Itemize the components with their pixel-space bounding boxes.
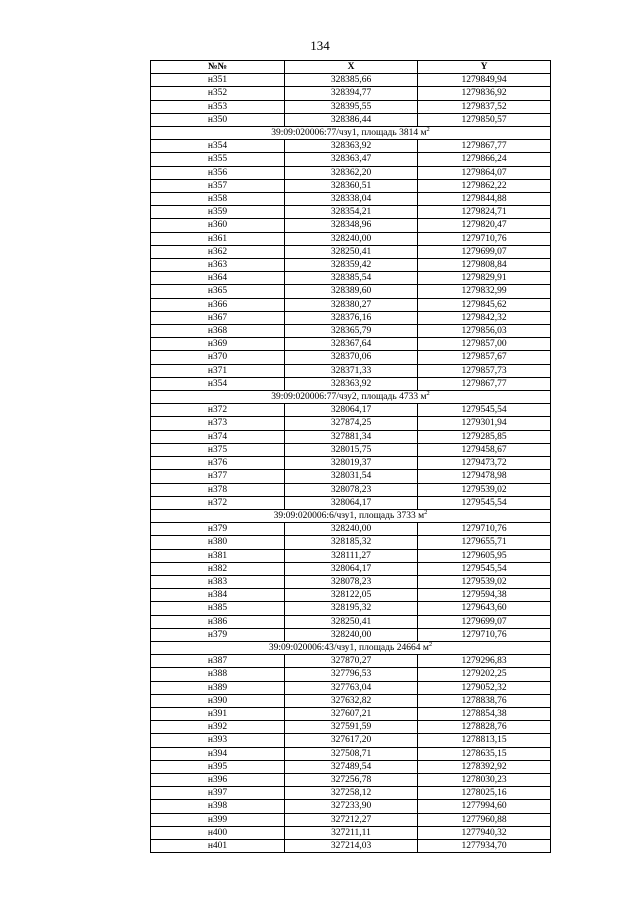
x-coordinate-cell: 328385,66 [285, 74, 418, 87]
table-row [151, 404, 551, 417]
y-coordinate-cell: 1279594,38 [418, 589, 551, 602]
table-row [151, 694, 551, 707]
table-row [151, 443, 551, 456]
table-row [151, 668, 551, 681]
y-coordinate-cell: 1279836,92 [418, 87, 551, 100]
x-coordinate-cell: 328348,96 [285, 219, 418, 232]
point-number-cell: н359 [151, 206, 285, 219]
x-coordinate-cell: 328078,23 [285, 575, 418, 588]
x-coordinate-cell: 327233,90 [285, 800, 418, 813]
x-coordinate-cell: 328250,41 [285, 615, 418, 628]
x-coordinate-cell: 328064,17 [285, 496, 418, 509]
x-coordinate-cell: 328363,92 [285, 140, 418, 153]
x-coordinate-cell: 328195,32 [285, 602, 418, 615]
x-coordinate-cell: 327489,54 [285, 760, 418, 773]
y-coordinate-cell: 1279824,71 [418, 206, 551, 219]
section-label: 39:09:020006:77/чзу1, площадь 3814 м [271, 128, 427, 139]
table-body [151, 74, 551, 853]
point-number-cell: н374 [151, 430, 285, 443]
y-coordinate-cell: 1278854,38 [418, 707, 551, 720]
section-row [151, 509, 551, 522]
x-coordinate-cell: 328363,92 [285, 377, 418, 390]
table-row [151, 193, 551, 206]
x-coordinate-cell: 327212,27 [285, 813, 418, 826]
x-coordinate-cell: 328015,75 [285, 443, 418, 456]
table-row [151, 179, 551, 192]
x-coordinate-cell: 327632,82 [285, 694, 418, 707]
table-row [151, 166, 551, 179]
table-row [151, 773, 551, 786]
point-number-cell: н400 [151, 826, 285, 839]
section-title [151, 391, 551, 404]
point-number-cell: н376 [151, 457, 285, 470]
y-coordinate-cell: 1279857,00 [418, 338, 551, 351]
point-number-cell: н381 [151, 549, 285, 562]
point-number-cell: н369 [151, 338, 285, 351]
point-number-cell: н371 [151, 364, 285, 377]
table-row [151, 153, 551, 166]
table-row [151, 615, 551, 628]
x-coordinate-cell: 327211,11 [285, 826, 418, 839]
y-coordinate-cell: 1279837,52 [418, 100, 551, 113]
y-coordinate-cell: 1278030,23 [418, 773, 551, 786]
table-row [151, 364, 551, 377]
section-label: 39:09:020006:77/чзу2, площадь 4733 м [271, 392, 427, 403]
table-row [151, 681, 551, 694]
y-coordinate-cell: 1279842,32 [418, 311, 551, 324]
table-row [151, 338, 551, 351]
y-coordinate-cell: 1279849,94 [418, 74, 551, 87]
table-row [151, 298, 551, 311]
y-coordinate-cell: 1279844,88 [418, 193, 551, 206]
x-coordinate-cell: 328360,51 [285, 179, 418, 192]
table-row [151, 562, 551, 575]
x-coordinate-cell: 327874,25 [285, 417, 418, 430]
y-coordinate-cell: 1279285,85 [418, 430, 551, 443]
table-row [151, 655, 551, 668]
table-row [151, 430, 551, 443]
x-coordinate-cell: 328240,00 [285, 628, 418, 641]
table-row [151, 549, 551, 562]
x-coordinate-cell: 327258,12 [285, 787, 418, 800]
point-number-cell: н377 [151, 470, 285, 483]
header-x: X [285, 61, 418, 74]
point-number-cell: н352 [151, 87, 285, 100]
point-number-cell: н355 [151, 153, 285, 166]
table-row [151, 839, 551, 852]
y-coordinate-cell: 1277940,32 [418, 826, 551, 839]
table-row [151, 747, 551, 760]
x-coordinate-cell: 328371,33 [285, 364, 418, 377]
table-row [151, 140, 551, 153]
table-row [151, 325, 551, 338]
header-y: Y [418, 61, 551, 74]
area-unit-exponent: 2 [428, 641, 433, 648]
y-coordinate-cell: 1278392,92 [418, 760, 551, 773]
table-row [151, 800, 551, 813]
table-row [151, 734, 551, 747]
point-number-cell: н383 [151, 575, 285, 588]
point-number-cell: н395 [151, 760, 285, 773]
section-label: 39:09:020006:6/чзу1, площадь 3733 м [273, 510, 425, 521]
y-coordinate-cell: 1278813,15 [418, 734, 551, 747]
x-coordinate-cell: 327881,34 [285, 430, 418, 443]
table-row [151, 100, 551, 113]
x-coordinate-cell: 328111,27 [285, 549, 418, 562]
x-coordinate-cell: 328064,17 [285, 562, 418, 575]
x-coordinate-cell: 328031,54 [285, 470, 418, 483]
table-row [151, 826, 551, 839]
point-number-cell: н361 [151, 232, 285, 245]
x-coordinate-cell: 328370,06 [285, 351, 418, 364]
x-coordinate-cell: 327214,03 [285, 839, 418, 852]
table-row [151, 602, 551, 615]
point-number-cell: н389 [151, 681, 285, 694]
y-coordinate-cell: 1279699,07 [418, 245, 551, 258]
x-coordinate-cell: 328250,41 [285, 245, 418, 258]
table-row [151, 470, 551, 483]
table-row [151, 219, 551, 232]
coordinates-table [150, 60, 551, 853]
table-row [151, 575, 551, 588]
y-coordinate-cell: 1277994,60 [418, 800, 551, 813]
area-unit-exponent: 2 [424, 509, 428, 516]
table-row [151, 457, 551, 470]
table-row [151, 311, 551, 324]
x-coordinate-cell: 328019,37 [285, 457, 418, 470]
point-number-cell: н362 [151, 245, 285, 258]
point-number-cell: н370 [151, 351, 285, 364]
x-coordinate-cell: 328394,77 [285, 87, 418, 100]
y-coordinate-cell: 1279655,71 [418, 536, 551, 549]
point-number-cell: н360 [151, 219, 285, 232]
point-number-cell: н379 [151, 523, 285, 536]
page-number: 134 [310, 38, 330, 53]
point-number-cell: н357 [151, 179, 285, 192]
point-number-cell: н366 [151, 298, 285, 311]
x-coordinate-cell: 327591,59 [285, 721, 418, 734]
y-coordinate-cell: 1279458,67 [418, 443, 551, 456]
point-number-cell: н358 [151, 193, 285, 206]
table-row [151, 417, 551, 430]
y-coordinate-cell: 1279857,73 [418, 364, 551, 377]
table-row [151, 351, 551, 364]
y-coordinate-cell: 1279832,99 [418, 285, 551, 298]
x-coordinate-cell: 327508,71 [285, 747, 418, 760]
x-coordinate-cell: 328359,42 [285, 259, 418, 272]
point-number-cell: н380 [151, 536, 285, 549]
point-number-cell: н393 [151, 734, 285, 747]
x-coordinate-cell: 327796,53 [285, 668, 418, 681]
point-number-cell: н399 [151, 813, 285, 826]
y-coordinate-cell: 1278828,76 [418, 721, 551, 734]
table-row [151, 113, 551, 126]
y-coordinate-cell: 1279710,76 [418, 628, 551, 641]
header-number: №№ [151, 61, 285, 74]
section-row [151, 641, 551, 654]
y-coordinate-cell: 1278838,76 [418, 694, 551, 707]
table-row [151, 760, 551, 773]
y-coordinate-cell: 1279710,76 [418, 523, 551, 536]
table-row [151, 589, 551, 602]
y-coordinate-cell: 1278635,15 [418, 747, 551, 760]
x-coordinate-cell: 328078,23 [285, 483, 418, 496]
point-number-cell: н387 [151, 655, 285, 668]
table-row [151, 259, 551, 272]
area-unit-exponent: 2 [426, 390, 430, 398]
table-row [151, 721, 551, 734]
table-row [151, 483, 551, 496]
point-number-cell: н364 [151, 272, 285, 285]
y-coordinate-cell: 1279862,22 [418, 179, 551, 192]
point-number-cell: н385 [151, 602, 285, 615]
point-number-cell: н350 [151, 113, 285, 126]
point-number-cell: н373 [151, 417, 285, 430]
y-coordinate-cell: 1279867,77 [418, 377, 551, 390]
point-number-cell: н372 [151, 404, 285, 417]
point-number-cell: н382 [151, 562, 285, 575]
point-number-cell: н372 [151, 496, 285, 509]
point-number-cell: н394 [151, 747, 285, 760]
point-number-cell: н378 [151, 483, 285, 496]
y-coordinate-cell: 1279539,02 [418, 483, 551, 496]
section-title [151, 127, 551, 140]
point-number-cell: н386 [151, 615, 285, 628]
table-row [151, 496, 551, 509]
table-row [151, 206, 551, 219]
y-coordinate-cell: 1279545,54 [418, 404, 551, 417]
x-coordinate-cell: 328362,20 [285, 166, 418, 179]
table-header-row [151, 61, 551, 74]
x-coordinate-cell: 327617,20 [285, 734, 418, 747]
y-coordinate-cell: 1279864,07 [418, 166, 551, 179]
y-coordinate-cell: 1279545,54 [418, 496, 551, 509]
x-coordinate-cell: 328354,21 [285, 206, 418, 219]
y-coordinate-cell: 1279710,76 [418, 232, 551, 245]
point-number-cell: н353 [151, 100, 285, 113]
y-coordinate-cell: 1279643,60 [418, 602, 551, 615]
table-row [151, 74, 551, 87]
x-coordinate-cell: 328385,54 [285, 272, 418, 285]
point-number-cell: н391 [151, 707, 285, 720]
table-row [151, 272, 551, 285]
x-coordinate-cell: 328122,05 [285, 589, 418, 602]
y-coordinate-cell: 1279866,24 [418, 153, 551, 166]
y-coordinate-cell: 1279867,77 [418, 140, 551, 153]
y-coordinate-cell: 1279605,95 [418, 549, 551, 562]
point-number-cell: н396 [151, 773, 285, 786]
y-coordinate-cell: 1279699,07 [418, 615, 551, 628]
y-coordinate-cell: 1279545,54 [418, 562, 551, 575]
section-title [151, 509, 551, 522]
point-number-cell: н375 [151, 443, 285, 456]
point-number-cell: н390 [151, 694, 285, 707]
table-row [151, 628, 551, 641]
point-number-cell: н354 [151, 377, 285, 390]
y-coordinate-cell: 1277960,88 [418, 813, 551, 826]
table-row [151, 707, 551, 720]
point-number-cell: н397 [151, 787, 285, 800]
point-number-cell: н351 [151, 74, 285, 87]
x-coordinate-cell: 328240,00 [285, 232, 418, 245]
x-coordinate-cell: 328064,17 [285, 404, 418, 417]
x-coordinate-cell: 328380,27 [285, 298, 418, 311]
y-coordinate-cell: 1279301,94 [418, 417, 551, 430]
y-coordinate-cell: 1279820,47 [418, 219, 551, 232]
y-coordinate-cell: 1277934,70 [418, 839, 551, 852]
x-coordinate-cell: 327870,27 [285, 655, 418, 668]
table-row [151, 87, 551, 100]
table-row [151, 813, 551, 826]
x-coordinate-cell: 327256,78 [285, 773, 418, 786]
y-coordinate-cell: 1279845,62 [418, 298, 551, 311]
y-coordinate-cell: 1279473,72 [418, 457, 551, 470]
point-number-cell: н384 [151, 589, 285, 602]
section-row [151, 127, 551, 140]
x-coordinate-cell: 328338,04 [285, 193, 418, 206]
y-coordinate-cell: 1279052,32 [418, 681, 551, 694]
y-coordinate-cell: 1279296,83 [418, 655, 551, 668]
x-coordinate-cell: 328386,44 [285, 113, 418, 126]
point-number-cell: н368 [151, 325, 285, 338]
y-coordinate-cell: 1279202,25 [418, 668, 551, 681]
x-coordinate-cell: 328367,64 [285, 338, 418, 351]
x-coordinate-cell: 328376,16 [285, 311, 418, 324]
point-number-cell: н354 [151, 140, 285, 153]
y-coordinate-cell: 1278025,16 [418, 787, 551, 800]
point-number-cell: н398 [151, 800, 285, 813]
table-row [151, 285, 551, 298]
point-number-cell: н367 [151, 311, 285, 324]
y-coordinate-cell: 1279829,91 [418, 272, 551, 285]
point-number-cell: н401 [151, 839, 285, 852]
x-coordinate-cell: 328389,60 [285, 285, 418, 298]
section-label: 39:09:020006:43/чзу1, площадь 24664 м [268, 642, 429, 653]
table-row [151, 377, 551, 390]
y-coordinate-cell: 1279808,84 [418, 259, 551, 272]
point-number-cell: н356 [151, 166, 285, 179]
point-number-cell: н365 [151, 285, 285, 298]
y-coordinate-cell: 1279539,02 [418, 575, 551, 588]
table-row [151, 245, 551, 258]
table-row [151, 536, 551, 549]
x-coordinate-cell: 327763,04 [285, 681, 418, 694]
table-row [151, 523, 551, 536]
x-coordinate-cell: 328365,79 [285, 325, 418, 338]
y-coordinate-cell: 1279478,98 [418, 470, 551, 483]
x-coordinate-cell: 327607,21 [285, 707, 418, 720]
table-row [151, 787, 551, 800]
table-row [151, 232, 551, 245]
section-row [151, 391, 551, 404]
x-coordinate-cell: 328240,00 [285, 523, 418, 536]
section-title [151, 641, 551, 654]
area-unit-exponent: 2 [426, 126, 430, 134]
x-coordinate-cell: 328363,47 [285, 153, 418, 166]
y-coordinate-cell: 1279857,67 [418, 351, 551, 364]
x-coordinate-cell: 328395,55 [285, 100, 418, 113]
y-coordinate-cell: 1279856,03 [418, 325, 551, 338]
point-number-cell: н392 [151, 721, 285, 734]
y-coordinate-cell: 1279850,57 [418, 113, 551, 126]
point-number-cell: н388 [151, 668, 285, 681]
point-number-cell: н363 [151, 259, 285, 272]
x-coordinate-cell: 328185,32 [285, 536, 418, 549]
point-number-cell: н379 [151, 628, 285, 641]
